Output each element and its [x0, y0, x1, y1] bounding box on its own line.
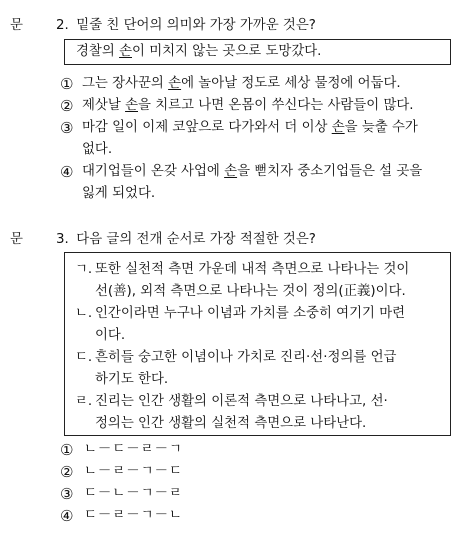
passage-line: 이다. — [95, 328, 126, 343]
passage-line: 흔히들 숭고한 이념이나 가치로 진리·선·정의를 언급 — [95, 350, 397, 365]
option-text-cont: 없다. — [82, 142, 113, 157]
option-marker: ① — [60, 75, 74, 93]
option-marker: ② — [60, 463, 74, 481]
example-box — [64, 39, 451, 65]
option-text: 대기업들이 온갖 사업에 손을 뻗치자 중소기업들은 설 곳을 — [82, 164, 423, 179]
passage-box — [64, 252, 451, 436]
passage-marker: ㄹ. — [75, 394, 93, 409]
option-text-cont: 잃게 되었다. — [82, 186, 156, 201]
example-text-pre: 경찰의 — [76, 44, 120, 59]
passage-line: 선(善), 외적 측면으로 나타나는 것이 정의(正義)이다. — [95, 284, 406, 299]
question-number: 2. — [56, 18, 69, 33]
passage-marker: ㄷ. — [75, 350, 93, 365]
option-marker: ④ — [60, 507, 74, 525]
option-text: ㄷ－ㄴ－ㄱ－ㄹ — [84, 486, 183, 501]
passage-line: 진리는 인간 생활의 이론적 측면으로 나타나고, 선· — [95, 394, 388, 409]
passage-marker: ㄴ. — [75, 306, 93, 321]
question-label: 문 — [10, 18, 23, 33]
passage-marker: ㄱ. — [75, 262, 93, 277]
question-header — [10, 14, 316, 33]
question-header — [10, 228, 316, 247]
option-marker: ③ — [60, 485, 74, 503]
option-text: ㄷ－ㄹ－ㄱ－ㄴ — [84, 508, 183, 523]
option-marker: ① — [60, 441, 74, 459]
option-text: 제삿날 손을 치르고 나면 온몸이 쑤신다는 사람들이 많다. — [82, 98, 414, 113]
option-text: 마감 일이 이제 코앞으로 다가와서 더 이상 손을 늦출 수가 — [82, 120, 418, 135]
question-number: 3. — [56, 232, 69, 247]
passage-line: 정의는 인간 생활의 실천적 측면으로 나타난다. — [95, 416, 367, 431]
passage-line: 또한 실천적 측면 가운데 내적 측면으로 나타나는 것이 — [95, 262, 410, 277]
option-marker: ② — [60, 97, 74, 115]
underlined-word: 손 — [119, 44, 132, 59]
option-marker: ④ — [60, 163, 74, 181]
option-text: ㄴ－ㄷ－ㄹ－ㄱ — [84, 442, 183, 457]
option-marker: ③ — [60, 119, 74, 137]
question-label: 문 — [10, 232, 23, 247]
question-prompt: 다음 글의 전개 순서로 가장 적절한 것은? — [76, 232, 316, 247]
passage-line: 하기도 한다. — [95, 372, 169, 387]
passage-line: 인간이라면 누구나 이념과 가치를 소중히 여기기 마련 — [95, 306, 406, 321]
question-prompt: 밑줄 친 단어의 의미와 가장 가까운 것은? — [76, 18, 316, 33]
example-sentence — [76, 44, 321, 60]
option-text: ㄴ－ㄹ－ㄱ－ㄷ — [84, 464, 183, 479]
option-text: 그는 장사꾼의 손에 놀아날 정도로 세상 물정에 어둡다. — [82, 76, 401, 91]
example-text-post: 이 미치지 않는 곳으로 도망갔다. — [132, 44, 322, 59]
